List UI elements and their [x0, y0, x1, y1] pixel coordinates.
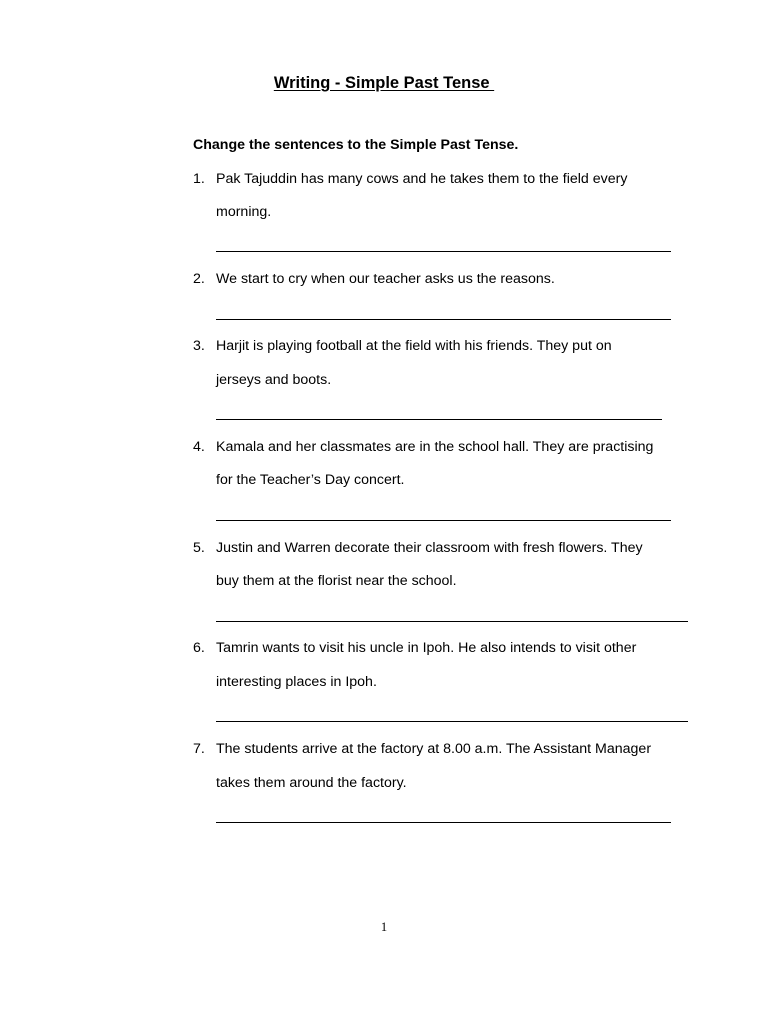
- answer-line[interactable]: [216, 419, 662, 420]
- question-text-line1: Kamala and her classmates are in the school hall. They are practising: [216, 439, 654, 455]
- answer-line[interactable]: [216, 621, 688, 622]
- question-text-line2: morning.: [216, 204, 272, 220]
- question-number: 4.: [193, 439, 205, 455]
- instruction-text: Change the sentences to the Simple Past Tense.: [193, 137, 519, 153]
- question-number: 3.: [193, 338, 205, 354]
- answer-line[interactable]: [216, 520, 671, 521]
- question-text-line2: takes them around the factory.: [216, 775, 407, 791]
- page-number: 1: [380, 920, 388, 934]
- question-text-line2: for the Teacher’s Day concert.: [216, 472, 405, 488]
- answer-line[interactable]: [216, 319, 671, 320]
- question-text-line1: Justin and Warren decorate their classroom with fresh flowers. They: [216, 540, 643, 556]
- question-number: 2.: [193, 271, 205, 287]
- question-text-line1: Harjit is playing football at the field with his friends. They put on: [216, 338, 612, 354]
- question-text-line1: Pak Tajuddin has many cows and he takes them to the field every: [216, 171, 628, 187]
- question-text-line1: We start to cry when our teacher asks us the reasons.: [216, 271, 555, 287]
- worksheet-title: Writing - Simple Past Tense: [273, 74, 495, 92]
- question-number: 6.: [193, 640, 205, 656]
- answer-line[interactable]: [216, 251, 671, 252]
- question-number: 5.: [193, 540, 205, 556]
- question-text-line2: interesting places in Ipoh.: [216, 674, 377, 690]
- answer-line[interactable]: [216, 822, 671, 823]
- question-text-line2: buy them at the florist near the school.: [216, 573, 457, 589]
- answer-line[interactable]: [216, 721, 688, 722]
- question-text-line1: The students arrive at the factory at 8.00 a.m. The Assistant Manager: [216, 741, 652, 757]
- question-text-line1: Tamrin wants to visit his uncle in Ipoh. He also intends to visit other: [216, 640, 637, 656]
- question-text-line2: jerseys and boots.: [216, 372, 332, 388]
- question-number: 7.: [193, 741, 205, 757]
- question-number: 1.: [193, 171, 205, 187]
